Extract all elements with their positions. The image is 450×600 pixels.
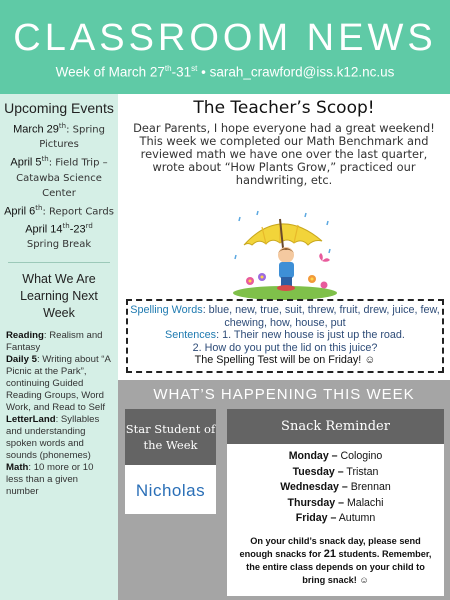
snack-note: On your child’s snack day, please send enough snacks for 21 students. Remember, the entire class depends on your child to bring snack! ☺: [239, 535, 432, 585]
spelling-box: [126, 299, 444, 373]
scoop-body: Dear Parents, I hope everyone had a great weekend! This week we completed our Math Benchmark and reviewed math we have one over the last quarter, wrote about “How Plants Grow,” practiced our handwriting, etc.: [133, 121, 435, 187]
flower-icon: [321, 282, 328, 289]
star-student-box: [125, 409, 216, 514]
snack-schedule: [227, 444, 444, 527]
week-line: Week of March 27th-31st • sarah_crawford@iss.k12.nc.us: [55, 64, 395, 80]
event-item: April 14th-23rd Spring Break: [25, 221, 93, 251]
butterfly-icon: [319, 253, 330, 262]
flower-center: [249, 280, 252, 283]
snack-row: Friday – Autumn: [295, 512, 376, 524]
newsletter-title: CLASSROOM NEWS: [13, 17, 437, 59]
scoop-title: The Teacher’s Scoop!: [193, 98, 375, 118]
child-body: [279, 262, 294, 278]
header-banner: [0, 0, 450, 94]
sentences-label: Sentences: [165, 329, 217, 341]
learning-title: What We Are Learning Next Week: [20, 272, 98, 321]
snack-row: Thursday – Malachi: [287, 496, 384, 509]
star-student-name: Nicholas: [135, 481, 206, 500]
upcoming-events: [0, 94, 118, 252]
event-item: March 29th: Spring Pictures: [13, 122, 105, 151]
spelling-label: Spelling Words: [130, 304, 203, 316]
bullet-separator: •: [201, 64, 206, 80]
left-sidebar: [0, 94, 118, 600]
learning-item: LetterLand: Syllables and understanding spoken words and sounds (phonemes): [6, 414, 100, 462]
sentence-1: : 1. Their new house is just up the road.: [216, 329, 405, 341]
star-student-title: Star Student of the Week: [125, 409, 216, 465]
snack-row: Wednesday – Brennan: [280, 481, 391, 493]
snack-row: Tuesday – Tristan: [292, 465, 379, 478]
happening-title: WHAT’S HAPPENING THIS WEEK: [153, 386, 415, 403]
snack-row: Monday – Cologino: [288, 450, 383, 462]
spelling-test-note: The Spelling Test will be on Friday! ☺: [194, 354, 376, 366]
week-prefix: Week of March 27: [55, 64, 165, 80]
student-count: 21: [323, 547, 336, 560]
spelling-words: : blue, new, true, suit, threw, fruit, drew, juice, few, chewing, how, house, put: [202, 304, 440, 329]
events-title: Upcoming Events: [4, 100, 114, 116]
flower-center: [311, 278, 314, 281]
teacher-email[interactable]: sarah_crawford@iss.k12.nc.us: [209, 64, 395, 80]
event-item: April 5th: Field Trip – Catawba Science Center: [10, 155, 108, 199]
flower-center: [261, 276, 264, 279]
learning-item: Reading: Realism and Fantasy: [6, 330, 103, 354]
event-item: April 6th: Report Cards: [4, 203, 114, 217]
umbrella-child-illustration: [230, 205, 340, 300]
sentence-2: 2. How do you put the lid on this juice?: [192, 341, 378, 354]
learning-item: Daily 5: Writing about “A Picnic at the Park”, continuing Guided Reading Groups, Word Work, and Read to Self: [6, 354, 111, 414]
rain-boots: [277, 285, 295, 291]
snack-reminder-title: Snack Reminder: [227, 409, 444, 444]
snack-reminder-box: [227, 409, 444, 596]
happening-section: [118, 380, 450, 600]
learning-item: Math: 10 more or 10 less than a given number: [6, 462, 94, 498]
learning-next-week: [0, 263, 118, 498]
child-legs: [281, 277, 292, 286]
